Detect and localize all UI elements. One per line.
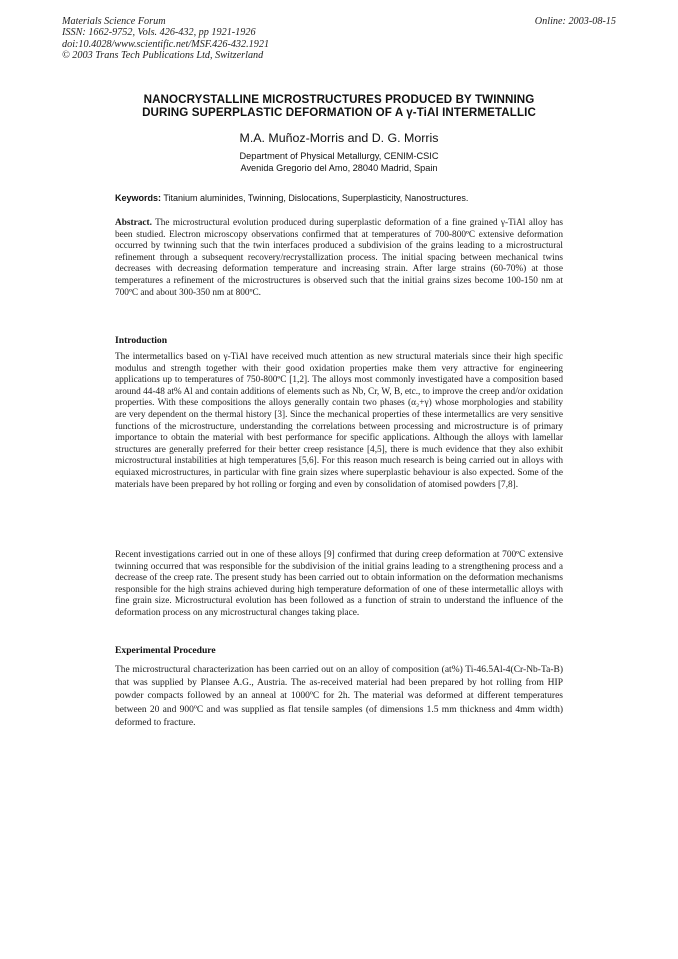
affiliation: [100, 150, 578, 174]
online-date: Online: 2003-08-15: [534, 16, 616, 27]
abstract-label: Abstract.: [115, 218, 152, 228]
journal-copyright: © 2003 Trans Tech Publications Ltd, Switzerland: [62, 50, 264, 62]
keywords: [115, 193, 565, 204]
paper-title: [100, 94, 578, 119]
authors: M.A. Muñoz-Morris and D. G. Morris: [239, 131, 439, 145]
introduction-heading: Introduction: [115, 335, 168, 346]
journal-doi: doi:10.4028/www.scientific.net/MSF.426-432.1921: [62, 38, 270, 50]
experimental-text-1: The microstructural characterization has been carried out on an alloy of composition (at%) Ti-46.5Al-4(Cr-Nb-Ta-B) that was supplied by Plansee A.G., Austria. The as-received material had been prepared by hot rolling from HIP powder compacts followed by an anneal at 1000ºC for 2h. The material was deformed at different temperatures between 20 and 900ºC and was supplied as flat tensile samples (of dimensions 1.5 mm thickness and 4mm width) deformed to fracture.: [115, 665, 563, 728]
title-line-2: DURING SUPERPLASTIC DEFORMATION OF A γ-TiAl INTERMETALLIC: [142, 105, 536, 119]
keywords-label: Keywords:: [115, 193, 162, 203]
journal-header: [62, 16, 422, 62]
abstract: [115, 218, 563, 299]
introduction-paragraph-1: [115, 352, 563, 491]
title-line-1: NANOCRYSTALLINE MICROSTRUCTURES PRODUCED BY TWINNING: [143, 93, 535, 106]
abstract-text: The microstructural evolution produced during superplastic deformation of a fine grained γ-TiAl alloy has been studied. Electron microscopy observations confirmed that at temperatures of 700-800ºC extensive deformation occurred by twinning such that the twin interfaces produced a subdivision of the grains leading to a microstructural refinement through a subsequent recovery/recrystallization process. The initial spacing between mechanical twins decreases with decreasing deformation temperature and increasing strain. After large strains (60-70%) at those temperatures a refinement of the microstructures is observed such that the initial grains sizes become 100-150 nm at 700ºC and about 300-350 nm at 800ºC.: [115, 218, 563, 298]
affiliation-line-1: Department of Physical Metallurgy, CENIM-CSIC: [239, 151, 439, 161]
experimental-paragraph-1: [115, 664, 563, 730]
introduction-text-1: The intermetallics based on γ-TiAl have received much attention as new structural materials since their high specific modulus and strength together with their good oxidation properties make them very attractive for engineering applications up to temperatures of 750-800ºC [1,2]. The alloys most commonly investigated have a composition based around 44-48 at% Al and contain additions of elements such as Nb, Cr, W, B, etc., to improve the creep and/or oxidation properties. With these compositions the alloys generally contain two phases (α₂+γ) whose morphologies and stability are very dependent on the thermal history [3]. Since the mechanical properties of these intermetallics are very sensitive functions of the microstructure, understanding the correlations between processing and microstructure is of primary importance to obtain the material with best performance for specific applications. Although the alloys with lamellar structures are generally preferred for their better creep resistance [4,5], there is much evidence that they also exhibit microstructural instabilities at high temperatures [5,6]. For this reason much research is being carried out in alloys with equiaxed microstructures, in particular with fine grain sizes where superplastic behaviour is also expected. Some of the materials have been prepared by hot rolling or forging and even by consolidation of atomised powders [7,8].: [115, 352, 563, 490]
keywords-text: Titanium aluminides, Twinning, Dislocations, Superplasticity, Nanostructures.: [161, 193, 469, 203]
experimental-heading: Experimental Procedure: [115, 645, 216, 656]
journal-name: Materials Science Forum: [62, 16, 166, 27]
journal-issn: ISSN: 1662-9752, Vols. 426-432, pp 1921-1926: [62, 27, 256, 39]
affiliation-line-2: Avenida Gregorio del Amo, 28040 Madrid, Spain: [240, 163, 438, 173]
introduction-paragraph-2: [115, 550, 563, 620]
introduction-text-2: Recent investigations carried out in one of these alloys [9] confirmed that during creep deformation at 700ºC extensive twinning occurred that was responsible for the subdivision of the initial grains leading to a strengthening process and a decrease of the creep rate. The present study has been carried out to obtain information on the deformation mechanisms responsible for the high strains achieved during high temperature deformation of one of these intermetallic alloys with fine grain size. Microstructural evolution has been followed as a function of strain to understand the influence of the deformation process on any microstructural changes taking place.: [115, 550, 563, 618]
